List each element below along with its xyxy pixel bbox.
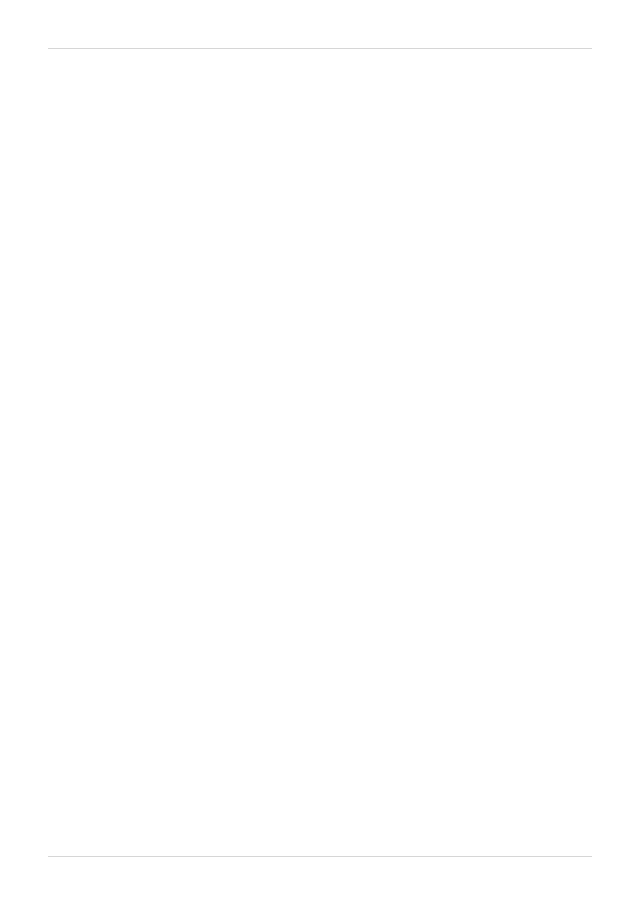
divider [48, 856, 592, 857]
divider [48, 48, 592, 49]
content-area [48, 48, 592, 857]
